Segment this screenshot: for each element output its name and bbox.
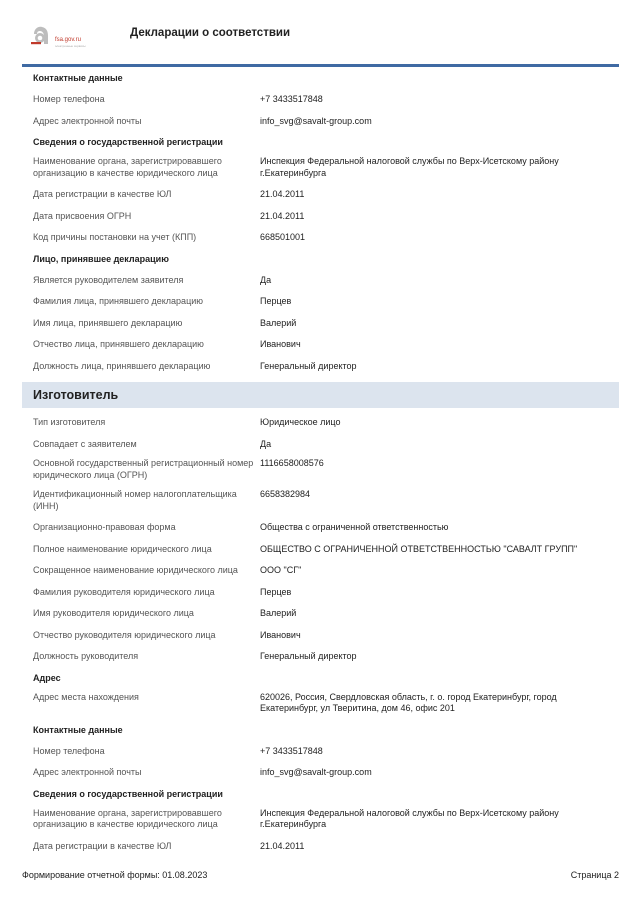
field-row xyxy=(22,434,619,456)
field-value: ОБЩЕСТВО С ОГРАНИЧЕННОЙ ОТВЕТСТВЕННОСТЬЮ "САВАЛТ ГРУПП" xyxy=(260,543,578,554)
section-title-manufacturer-registration: Сведения о государственной регистрации xyxy=(33,788,223,799)
field-label: Имя лица, принявшего декларацию xyxy=(33,317,183,328)
field-value: Инспекция Федеральной налоговой службы по Верх-Исетскому району г.Екатеринбурга xyxy=(260,807,559,829)
field-row xyxy=(22,539,619,561)
field-value: Общества с ограниченной ответственностью xyxy=(260,522,449,532)
field-label: Номер телефона xyxy=(33,94,105,104)
field-row xyxy=(22,805,619,836)
field-label: Дата присвоения ОГРН xyxy=(33,210,132,221)
field-label: Является руководителем заявителя xyxy=(33,274,184,285)
field-label: Номер телефона xyxy=(33,745,105,756)
field-label: Идентификационный номер налогоплательщика (ИНН) xyxy=(33,489,237,511)
field-value: Инспекция Федеральной налоговой службы по Верх-Исетскому району г.Екатеринбурга xyxy=(260,156,559,178)
field-value: Генеральный директор xyxy=(260,651,357,661)
header-divider xyxy=(22,64,619,67)
field-value: ООО "СГ" xyxy=(260,565,302,575)
section-title-manufacturer-address: Адрес xyxy=(33,672,61,683)
field-label: Дата регистрации в качестве ЮЛ xyxy=(33,840,172,851)
field-value: info_svg@savalt-group.com xyxy=(260,115,372,126)
field-label: Организационно-правовая форма xyxy=(33,522,176,532)
section-title-manufacturer-contacts: Контактные данные xyxy=(33,724,123,735)
section-title-declarant-person: Лицо, принявшее декларацию xyxy=(33,253,169,264)
fsa-logo xyxy=(30,24,110,54)
field-row xyxy=(22,762,619,784)
field-label: Фамилия лица, принявшего декларацию xyxy=(33,296,203,306)
field-label: Наименование органа, зарегистрировавшего организацию в качестве юридического лица xyxy=(33,807,222,829)
field-row xyxy=(22,89,619,111)
field-value: Да xyxy=(260,438,272,449)
field-label: Полное наименование юридического лица xyxy=(33,543,212,554)
field-label: Фамилия руководителя юридического лица xyxy=(33,586,215,597)
field-value: 21.04.2011 xyxy=(260,189,305,199)
field-label: Отчество руководителя юридического лица xyxy=(33,629,216,640)
field-row xyxy=(22,313,619,335)
field-value: Перцев xyxy=(260,296,292,306)
field-label: Должность руководителя xyxy=(33,651,139,661)
section-band-manufacturer: Изготовитель xyxy=(22,382,619,408)
generation-date: Формирование отчетной формы: 01.08.2023 xyxy=(22,870,208,880)
field-label: Код причины постановки на учет (КПП) xyxy=(33,232,197,242)
field-row xyxy=(22,646,619,668)
field-row xyxy=(22,291,619,313)
field-value: info_svg@savalt-group.com xyxy=(260,767,372,777)
field-value: +7 3433517848 xyxy=(260,745,323,756)
field-row xyxy=(22,689,619,720)
logo-subtitle: электронные сервисы xyxy=(55,44,86,48)
field-row xyxy=(22,206,619,228)
field-row xyxy=(22,517,619,539)
field-value: Иванович xyxy=(260,339,301,349)
field-value: Валерий xyxy=(260,317,297,328)
field-row xyxy=(22,486,619,517)
field-row xyxy=(22,356,619,378)
logo-text: fsa.gov.ru xyxy=(55,37,81,43)
page-number: Страница 2 xyxy=(570,870,619,880)
field-value: Юридическое лицо xyxy=(260,417,341,427)
field-label: Имя руководителя юридического лица xyxy=(33,608,194,618)
field-row xyxy=(22,270,619,292)
field-row xyxy=(22,625,619,647)
field-value: Валерий xyxy=(260,608,297,618)
field-value: +7 3433517848 xyxy=(260,94,323,104)
field-value: 1116658008576 xyxy=(260,458,324,468)
field-label: Тип изготовителя xyxy=(33,417,106,427)
field-row xyxy=(22,836,619,858)
fsa-logo-icon xyxy=(30,24,52,46)
field-row xyxy=(22,334,619,356)
field-row xyxy=(22,741,619,763)
field-row xyxy=(22,603,619,625)
field-label: Дата регистрации в качестве ЮЛ xyxy=(33,189,172,199)
field-value: 6658382984 xyxy=(260,489,311,499)
page-header xyxy=(0,0,644,68)
field-label: Должность лица, принявшего декларацию xyxy=(33,360,211,371)
section-title-applicant-registration: Сведения о государственной регистрации xyxy=(33,137,223,147)
field-value: Генеральный директор xyxy=(260,360,357,371)
field-row xyxy=(22,153,619,184)
field-value: Перцев xyxy=(260,586,292,597)
field-label: Отчество лица, принявшего декларацию xyxy=(33,339,204,349)
field-label: Адрес места нахождения xyxy=(33,691,139,702)
field-label: Наименование органа, зарегистрировавшего организацию в качестве юридического лица xyxy=(33,156,222,178)
field-value: 21.04.2011 xyxy=(260,210,305,221)
field-value: 21.04.2011 xyxy=(260,840,305,851)
field-value: 668501001 xyxy=(260,232,306,242)
field-row xyxy=(22,111,619,133)
field-row xyxy=(22,582,619,604)
field-row xyxy=(22,184,619,206)
field-row xyxy=(22,455,619,486)
field-value: Да xyxy=(260,274,272,285)
field-label: Основной государственный регистрационный номер юридического лица (ОГРН) xyxy=(33,458,254,480)
field-label: Сокращенное наименование юридического лица xyxy=(33,565,238,575)
page-footer xyxy=(22,870,619,880)
section-title-applicant-contacts: Контактные данные xyxy=(33,73,123,83)
field-value: 620026, Россия, Свердловская область, г. о. город Екатеринбург, город Екатеринбург, ул Тверитина, дом 46, офис 201 xyxy=(260,691,557,713)
field-value: Иванович xyxy=(260,629,301,640)
field-row xyxy=(22,227,619,249)
page-title: Декларации о соответствии xyxy=(130,27,291,39)
field-label: Адрес электронной почты xyxy=(33,115,142,126)
document-body xyxy=(22,68,619,857)
field-label: Совпадает с заявителем xyxy=(33,438,137,449)
field-row xyxy=(22,412,619,434)
field-label: Адрес электронной почты xyxy=(33,767,142,777)
field-row xyxy=(22,560,619,582)
